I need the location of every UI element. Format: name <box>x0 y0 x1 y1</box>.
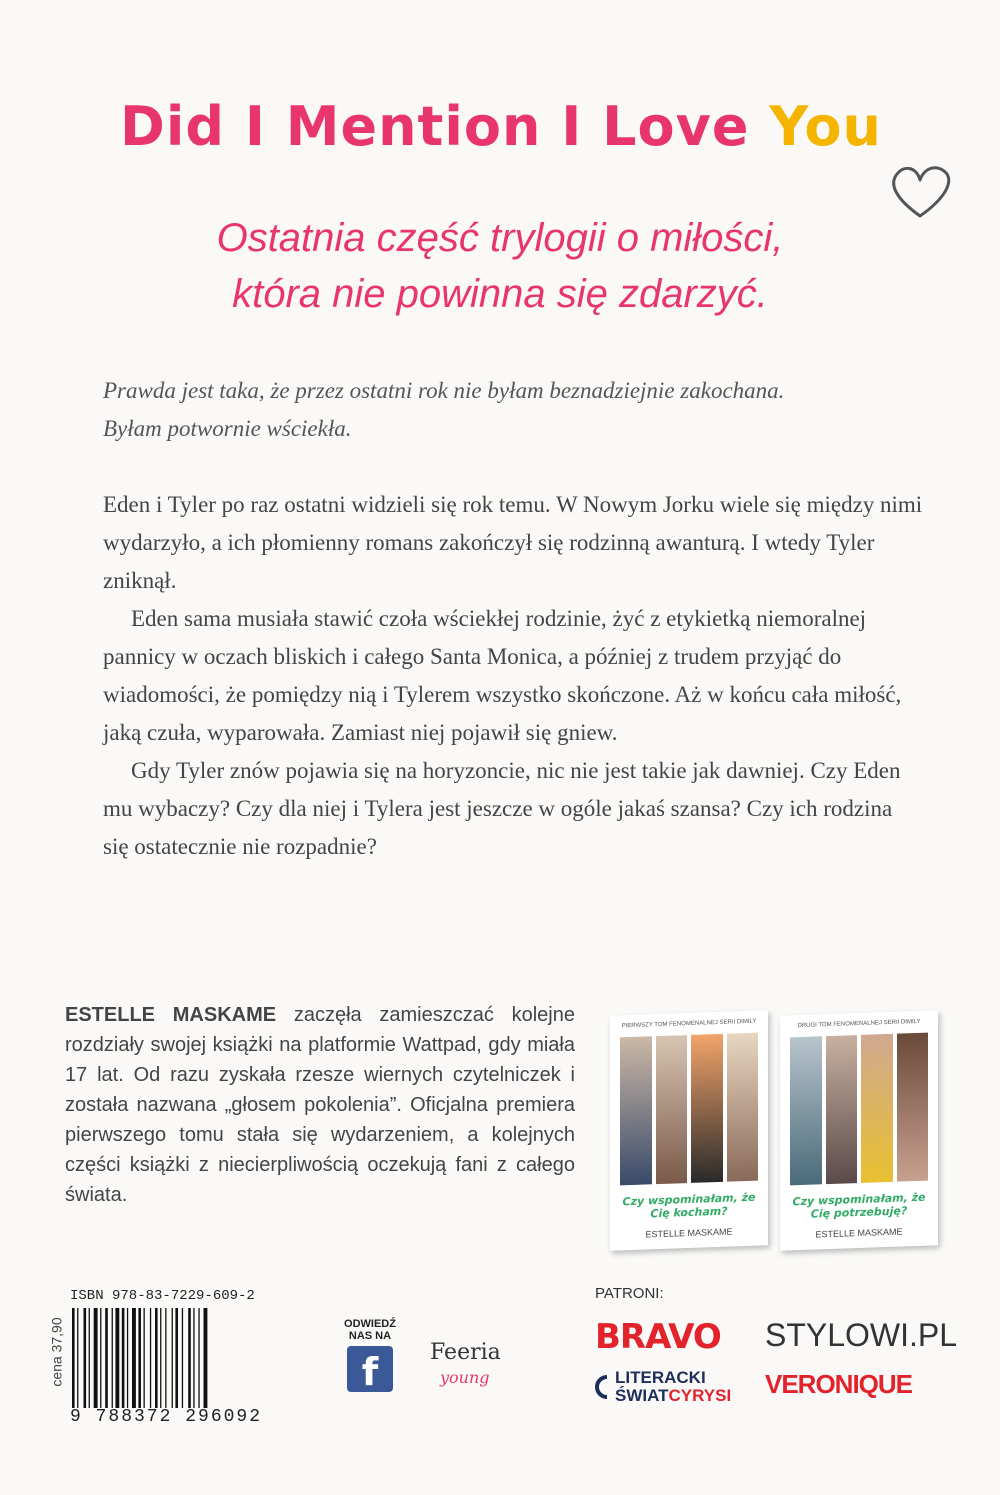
blurb-paragraph-3: Gdy Tyler znów pojawia się na horyzoncie, nic nie jest takie jak dawniej. Czy Eden mu wybaczy? Czy dla niej i Tylera jest jeszcze w ogóle jakaś szansa? Czy ich rodzina się ostatecznie nie rozpadnie? <box>103 758 901 859</box>
patrons-label: PATRONI: <box>595 1285 664 1302</box>
cyrysi-text: CYRYSI <box>668 1386 732 1405</box>
facebook-text-line-2: NAS NA <box>348 1330 392 1342</box>
barcode-bars <box>70 1308 270 1408</box>
book-1-title: Czy wspominałam, że Cię kocham? <box>622 1190 756 1221</box>
book-2-cover-art <box>790 1033 928 1186</box>
book-1-cover-art <box>620 1033 758 1186</box>
literacki-text: LITERACKI <box>615 1368 706 1387</box>
quote-line-2: Byłam potwornie wściekła. <box>103 416 352 441</box>
barcode <box>40 1288 270 1428</box>
quote-line-1: Prawda jest taka, że przez ostatni rok nie byłam beznadziejnie zakochana. <box>103 378 785 403</box>
tagline-line-2: która nie powinna się zdarzyć. <box>232 272 768 316</box>
title-word-did: Did <box>120 95 225 158</box>
series-covers <box>600 995 950 1255</box>
author-name: ESTELLE MASKAME <box>65 1004 277 1026</box>
blurb <box>103 486 923 866</box>
title-word-i-2: I <box>561 95 583 158</box>
tagline-line-1: Ostatnia część trylogii o miłości, <box>216 216 784 260</box>
facebook-icon: f <box>347 1346 393 1392</box>
tagline <box>130 210 870 322</box>
book-cover-1 <box>610 1010 768 1251</box>
author-bio-text: zaczęła zamieszczać kolejne rozdziały swojej książki na platformie Wattpad, gdy miała 17 lat. Od razu zyskała rzesze wiernych czytelniczek i została nazwana „głosem pokolenia”. Oficjalna premiera pierwszego tomu stała się wydarzeniem, a kolejnych części książki z niecierpliwością oczekują fani z całego świata. <box>65 1004 575 1206</box>
literacki-swiat-icon <box>593 1373 611 1401</box>
literacki-swiat-logo <box>615 1369 731 1405</box>
book-1-author: ESTELLE MASKAME <box>645 1226 733 1240</box>
title-word-i: I <box>244 95 266 158</box>
publisher-logo: Feeria <box>430 1340 501 1365</box>
book-2-series: DRUGI TOM FENOMENALNEJ SERII DIMILY <box>797 1018 921 1030</box>
book-1-series: PIERWSZY TOM FENOMENALNEJ SERII DIMILY <box>621 1018 757 1030</box>
swiat-text: ŚWIAT <box>615 1386 669 1405</box>
title-word-love: Love <box>602 95 750 158</box>
patrons <box>595 1285 958 1415</box>
heart-icon <box>885 160 955 222</box>
title-word-you: You <box>769 95 882 158</box>
book-title <box>120 95 880 175</box>
author-bio <box>65 1000 575 1210</box>
veronique-logo: VERONIQUE <box>765 1369 913 1399</box>
isbn-text: ISBN 978-83-7229-609-2 <box>70 1288 255 1304</box>
facebook-text-line-1: ODWIEDŹ <box>344 1318 396 1330</box>
book-2-author: ESTELLE MASKAME <box>815 1226 903 1240</box>
blurb-paragraph-2: Eden sama musiała stawić czoła wściekłej rodzinie, żyć z etykietką niemoralnej pannicy w oczach bliskich i całego Santa Monica, a później z trudem przyjąć do wiadomości, że pomiędzy nią i Tylerem wszystko skończone. Aż w końcu cała miłość, jaką czuła, wyparowała. Zamiast niej pojawił się gniew. <box>103 606 902 745</box>
price-label: cena 37,90 <box>48 1317 65 1387</box>
ean-number: 9 788372 296092 <box>70 1407 263 1427</box>
title-word-mention: Mention <box>285 95 542 158</box>
opening-quote <box>103 372 923 448</box>
facebook-promo <box>340 1318 400 1398</box>
publisher-imprint: young <box>440 1368 490 1387</box>
stylowi-logo: STYLOWI.PL <box>765 1317 958 1353</box>
book-cover-2 <box>780 1010 938 1251</box>
book-2-title: Czy wspominałam, że Cię potrzebuję? <box>792 1190 926 1221</box>
blurb-paragraph-1: Eden i Tyler po raz ostatni widzieli się rok temu. W Nowym Jorku wiele się między nimi wydarzyło, a ich płomienny romans zakończył się rodzinną awanturą. I wtedy Tyler zniknął. <box>103 492 923 593</box>
bravo-logo: BRAVO <box>595 1317 721 1357</box>
